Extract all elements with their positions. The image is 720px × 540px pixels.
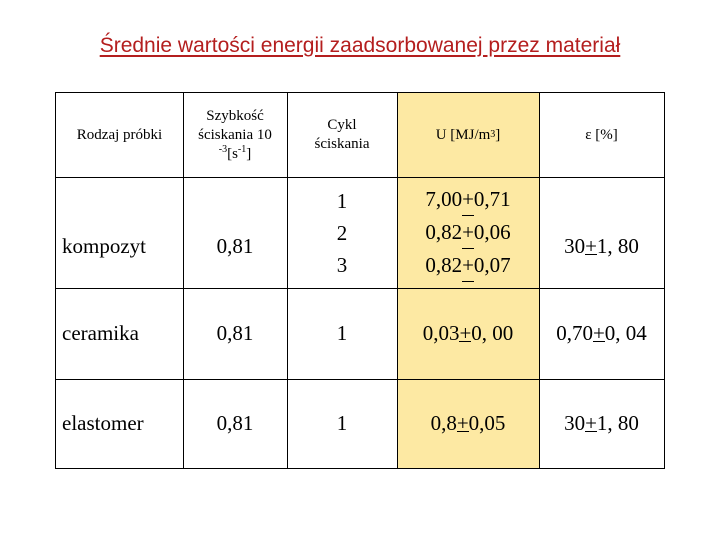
- energy-value: [425, 183, 510, 216]
- energy-error: 0,71: [473, 187, 511, 211]
- row-elastomer-energy: [397, 379, 539, 468]
- header-speed-unit-end: ]: [246, 145, 252, 162]
- plus-minus: +: [462, 249, 474, 282]
- strain-error: 1, 80: [596, 411, 639, 435]
- cycle-value: 1: [336, 188, 348, 213]
- header-strain: ε [%]: [585, 126, 618, 143]
- header-speed-unit-exp: -1: [237, 143, 247, 155]
- row-kompozyt-speed: 0,81: [216, 234, 254, 258]
- energy-error: 0, 00: [471, 321, 514, 345]
- energy-mean: 0,82: [425, 220, 463, 244]
- plus-minus: +: [592, 321, 605, 345]
- energy-mean: 0,82: [425, 253, 463, 277]
- row-kompozyt-energy: [397, 177, 539, 288]
- energy-mean: 0,03: [422, 321, 460, 345]
- header-sample-type: Rodzaj próbki: [76, 126, 163, 143]
- slide-title: Średnie wartości energii zaadsorbowanej przez materiał: [99, 34, 621, 57]
- row-elastomer-strain: [539, 379, 664, 468]
- strain-mean: 0,70: [556, 321, 593, 345]
- row-kompozyt-sample: kompozyt: [62, 234, 146, 258]
- energy-error: 0,05: [468, 411, 506, 435]
- energy-error: 0,07: [473, 253, 511, 277]
- energy-value: [425, 249, 510, 282]
- plus-minus: +: [459, 321, 472, 345]
- row-kompozyt-strain: [539, 177, 664, 288]
- row-ceramika-sample: ceramika: [62, 321, 139, 345]
- header-speed: [183, 93, 287, 177]
- cycle-value: 3: [336, 252, 348, 277]
- plus-minus: +: [462, 216, 474, 249]
- row-kompozyt-cycles: [287, 177, 397, 288]
- plus-minus: +: [456, 411, 469, 435]
- header-cycle: Cykl ściskania: [314, 117, 370, 152]
- strain-error: 0, 04: [604, 321, 647, 345]
- row-ceramika-cycle: 1: [336, 321, 348, 345]
- energy-table: [55, 92, 665, 469]
- row-elastomer-cycle: 1: [336, 411, 348, 435]
- header-speed-text: Szybkość ściskania 10: [198, 107, 272, 143]
- plus-minus: +: [585, 411, 597, 435]
- plus-minus: +: [462, 183, 474, 216]
- header-energy: U [MJ/m 3 ]: [435, 126, 501, 143]
- header-energy-text: U [MJ/m: [435, 126, 491, 143]
- header-speed-exp: -3: [218, 143, 228, 155]
- energy-error: 0,06: [473, 220, 511, 244]
- plus-minus: +: [585, 234, 597, 258]
- strain-mean: 30: [564, 234, 586, 258]
- strain-error: 1, 80: [596, 234, 639, 258]
- row-ceramika-speed: 0,81: [216, 321, 254, 345]
- row-ceramika-energy: [397, 288, 539, 379]
- cycle-value: 2: [336, 220, 348, 245]
- row-ceramika-strain: [539, 288, 664, 379]
- header-energy-end: ]: [495, 126, 501, 143]
- energy-value: [425, 216, 510, 249]
- energy-mean: 7,00: [425, 187, 463, 211]
- header-speed-unit: [s: [227, 145, 238, 162]
- row-elastomer-speed: 0,81: [216, 411, 254, 435]
- strain-mean: 30: [564, 411, 586, 435]
- row-elastomer-sample: elastomer: [62, 411, 144, 435]
- energy-mean: 0,8: [430, 411, 457, 435]
